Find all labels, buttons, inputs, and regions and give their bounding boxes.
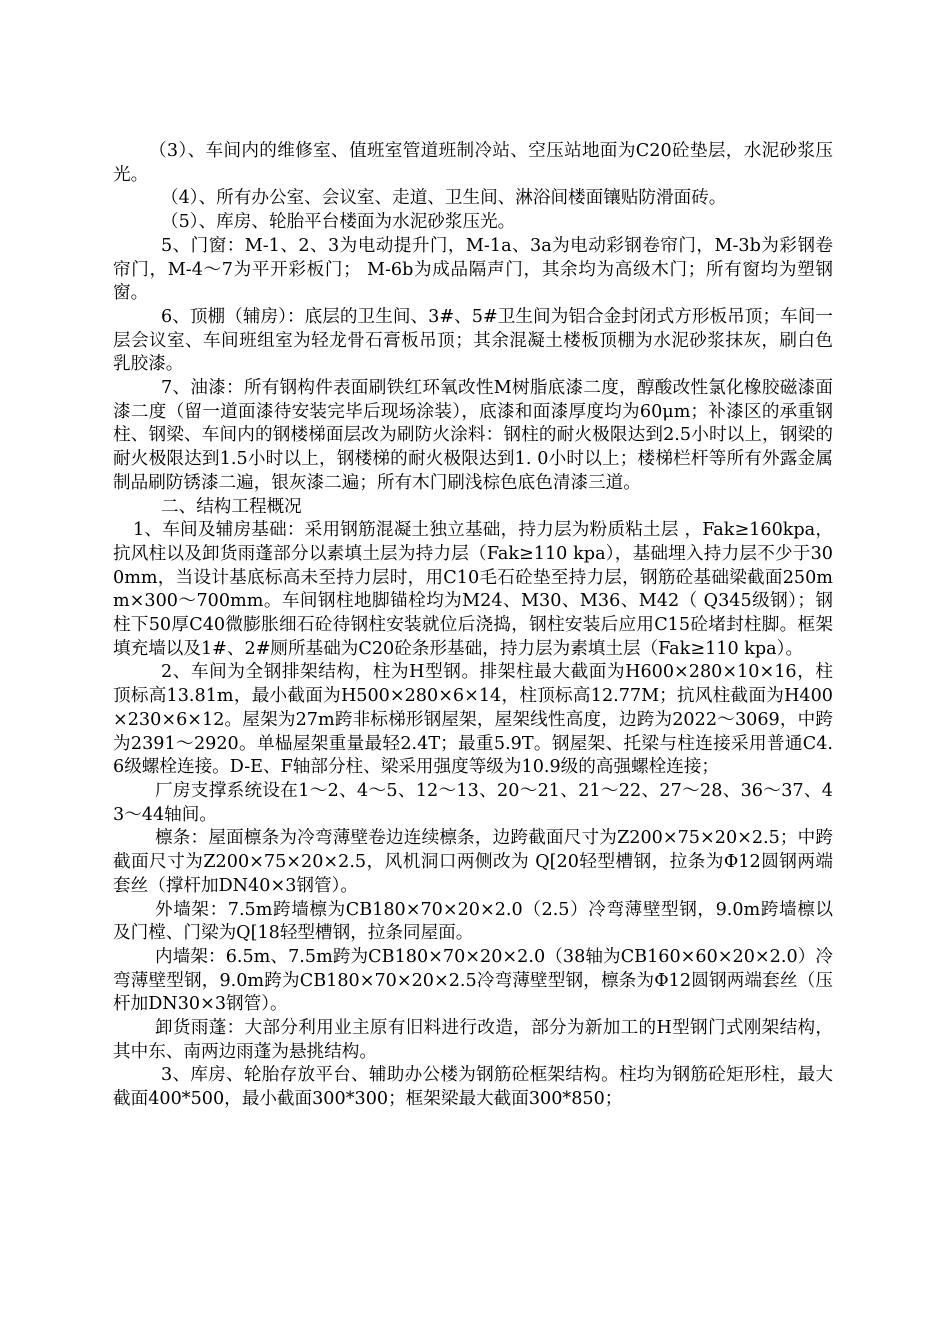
paragraph-floor-mortar: （5）、库房、轮胎平台楼面为水泥砂浆压光。	[161, 212, 516, 233]
paragraph-inner-wall-frame: 内墙架：6.5m、7.5m跨为CB180×70×20×2.0（38轴为CB160×60×20×2.0）冷弯薄壁型钢，9.0m跨为CB180×70×20×2.5冷弯薄壁型钢，檩条为Φ12圆钢两端套丝（压杆加DN30×3钢管）。	[113, 946, 833, 1015]
paragraph-doors-windows: 5、门窗：M-1、2、3为电动提升门，M-1a、3a为电动彩钢卷帘门，M-3b为彩钢卷帘门，M-4～7为平开彩板门； M-6b为成品隔声门，其余均为高级木门；所有窗均为塑钢窗。	[113, 235, 833, 304]
paragraph-purlins: 檩条：屋面檩条为冷弯薄壁卷边连续檩条，边跨截面尺寸为Z200×75×20×2.5；中跨截面尺寸为Z200×75×20×2.5，风机洞口两侧改为 Q[20轻型槽钢，拉条为Φ12圆钢两端套丝（撑杆加DN40×3钢管）。	[113, 828, 833, 896]
paragraph-paint: 7、油漆：所有钢构件表面刷铁红环氧改性M树脂底漆二度，醇酸改性氯化橡胶磁漆面漆二度（留一道面漆待安装完毕后现场涂装），底漆和面漆厚度均为60μm；补漆区的承重钢柱、钢梁、车间内的钢楼梯面层改为刷防火涂料：钢柱的耐火极限达到2.5小时以上，钢梁的耐火极限达到1.5小时以上，钢楼梯的耐火极限达到1. 0小时以上；楼梯栏杆等所有外露金属制品刷防锈漆二遍，银灰漆二遍；所有木门刷浅棕色底色清漆三道。	[113, 378, 833, 493]
paragraph-bracing: 厂房支撑系统设在1～2、4～5、12～13、20～21、21～22、27～28、36～37、43～44轴间。	[113, 780, 833, 825]
paragraph-ceiling: 6、顶棚（辅房）：底层的卫生间、3#、5#卫生间为铝合金封闭式方形板吊顶；车间一层会议室、车间班组室为轻龙骨石膏板吊顶；其余混凝土楼板顶棚为水泥砂浆抹灰，刷白色乳胶漆。	[113, 306, 833, 375]
paragraph-outer-wall-frame: 外墙架：7.5m跨墙檩为CB180×70×20×2.0（2.5）冷弯薄壁型钢，9.0m跨墙檩以及门樘、门梁为Q[18轻型槽钢，拉条同屋面。	[113, 899, 833, 944]
paragraph-floor-tiles: （4）、所有办公室、会议室、走道、卫生间、淋浴间楼面镶贴防滑面砖。	[161, 188, 727, 209]
document-page	[113, 140, 833, 1112]
paragraph-concrete-frame: 3、库房、轮胎存放平台、辅助办公楼为钢筋砼框架结构。柱均为钢筋砼矩形柱，最大截面400*500，最小截面300*300；框架梁最大截面300*850；	[113, 1065, 833, 1110]
paragraph-floor-c20: （3）、车间内的维修室、值班室管道班制冷站、空压站地面为C20砼垫层，水泥砂浆压光。	[113, 141, 833, 185]
paragraph-canopy: 卸货雨蓬：大部分利用业主原有旧料进行改造，部分为新加工的H型钢门式刚架结构，其中东、南两边雨蓬为悬挑结构。	[113, 1018, 833, 1062]
paragraph-foundation: 1、车间及辅房基础：采用钢筋混凝土独立基础，持力层为粉质粘土层 ，Fak≥160kpa，抗风柱以及卸货雨蓬部分以素填土层为持力层（Fak≥110 kpa），基础埋入持力层不少于300mm，当设计基底标高未至持力层时，用C10毛石砼垫至持力层，钢筋砼基础梁截面250mm×300～700mm。车间钢柱地脚锚栓均为M24、M30、M36、M42（ Q345级钢）；钢柱下50厚C40微膨胀细石砼待钢柱安装就位后浇捣，钢柱安装后应用C15砼堵封柱脚。框架填充墙以及1#、2#厕所基础为C20砼条形基础，持力层为素填土层（Fak≥110 kpa）。	[113, 520, 833, 659]
section-heading-structure: 二、结构工程概况	[161, 496, 302, 517]
paragraph-steel-frame: 2、车间为全钢排架结构，柱为H型钢。排架柱最大截面为H600×280×10×16，柱顶标高13.81m，最小截面为H500×280×6×14，柱顶标高12.77M；抗风柱截面为H400×230×6×12。屋架为27m跨非标梯形钢屋架，屋架线性高度，边跨为2022～3069，中跨为2391～2920。单榀屋架重量最轻2.4T；最重5.9T。钢屋架、托梁与柱连接采用普通C4.6级螺栓连接。D-E、F轴部分柱、梁采用强度等级为10.9级的高强螺栓连接；	[113, 662, 833, 778]
